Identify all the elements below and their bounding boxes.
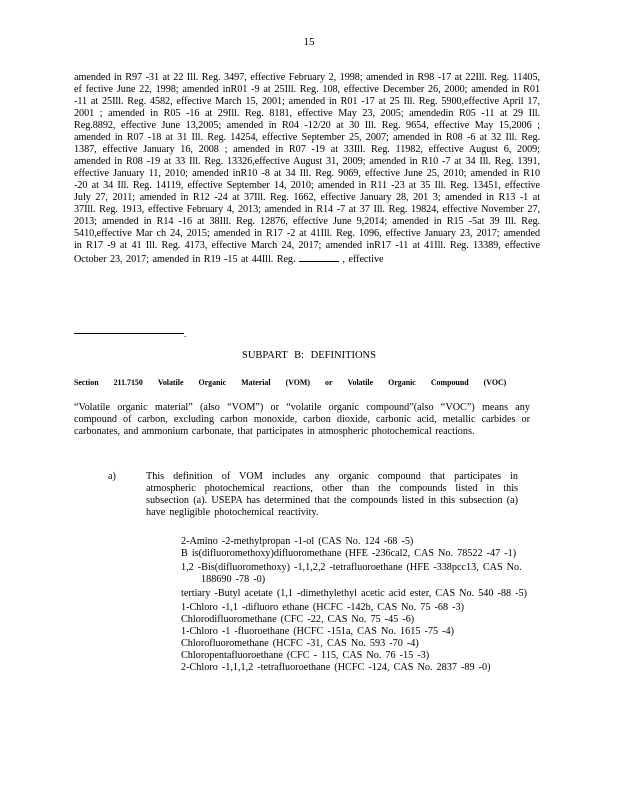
section-heading-word: Section (74, 377, 99, 387)
compound-entry: Chlorofluoromethane (HCFC -31, CAS No. 593 -70 -4) (181, 638, 419, 649)
definition-paragraph: “Volatile organic material” (also “VOM”) or “volatile organic compound”(also “VOC”) means any compound of carbon, excluding carbon monoxide, carbon dioxide, carbonic acid, metallic carbides or carbonates, and ammonium carbonate, that participates in atmospheric photochemical reactions. (74, 402, 530, 437)
section-heading-word: 211.7150 (113, 377, 143, 387)
section-heading-word: (VOC) (483, 377, 507, 387)
compound-entry: Chlorodifluoromethane (CFC -22, CAS No. 75 -45 -6) (181, 614, 415, 625)
section-heading-word: Organic (388, 377, 416, 387)
compound-entry: 2-Amino -2-methylpropan -1-ol (CAS No. 124 -68 -5) (181, 536, 414, 547)
compound-entry: 1-Chloro -1 -fluoroethane (HCFC -151a, CAS No. 1615 -75 -4) (181, 626, 454, 637)
subsection-label: a) (108, 471, 116, 482)
page-number: 15 (303, 36, 315, 48)
subpart-heading: SUBPART B: DEFINITIONS (242, 350, 376, 361)
compound-entry: 1,2 -Bis(difluoromethoxy) -1,1,2,2 -tetrafluoroethane (HFE -338pcc13, CAS No. 188690 -78 -0) (181, 562, 522, 585)
subsection-text: This definition of VOM includes any organic compound that participates in atmospheric photochemical reactions, other than the compounds listed in this subsection (a). USEPA has determined that the compounds listed in this subsection (a) have negligible photochemical reactivity. (146, 471, 518, 518)
blank-line-period: . (184, 329, 187, 339)
compound-entry: tertiary -Butyl acetate (1,1 -dimethylethyl acetic acid ester, CAS No. 540 -88 -5) (181, 588, 528, 599)
section-heading-word: Volatile (347, 377, 374, 387)
section-heading-word: Material (241, 377, 271, 387)
section-heading-word: Volatile (157, 377, 184, 387)
blank-register-page (299, 252, 339, 262)
section-heading-word: or (325, 377, 333, 387)
section-heading-word: Compound (430, 377, 469, 387)
blank-effective-date-line (74, 333, 184, 334)
section-heading-word: (VOM) (285, 377, 311, 387)
compound-entry: Chloropentafluoroethane (CFC - 115, CAS No. 76 -15 -3) (181, 650, 430, 661)
amendment-history (74, 72, 540, 266)
section-heading (74, 377, 506, 387)
section-heading-word: Organic (198, 377, 227, 387)
amendment-history-text: amended in R97 -31 at 22 Ill. Reg. 3497, effective February 2, 1998; amended in R98 -17 at 22Ill. Reg. 11405, ef fective June 22, 1998; amended inR01 -9 at 25Ill. Reg. 108, effective December 26, 2000; amended in R01 -11 at 25Ill. Reg. 4582, effective March 15, 2001; amended in R01 -17 at 25 Ill. Reg. 5900,effective April 17, 2001 ; amended in R05 -16 at 29Ill. Reg. 8181, effective May 23, 2005; amendedin R05 -11 at 29 Ill. Reg.8892, effective June 13,2005; amended in R04 -12/20 at 30 Ill. Reg. 9654, effective May 15,2006 ; amended in R07 -18 at 31 Ill. Reg. 14254, effective September 25, 2007; amended in R08 -6 at 32 Ill. Reg. 1387, effective January 16, 2008 ; amended in R07 -19 at 33Ill. Reg. 11982, effective August 6, 2009; amended in R08 -19 at 33 Ill. Reg. 13326,effective August 31, 2009; amended in R10 -7 at 34 Ill. Reg. 1391, effective January 11, 2010; amended inR10 -8 at 34 Ill. Reg. 9069, effective June 25, 2010; amended in R10 -20 at 34 Ill. Reg. 14119, effective September 14, 2010; amended in R11 -23 at 35 Ill. Reg. 13451, effective July 27, 2011; amended in R12 -24 at 37Ill. Reg. 1662, effective January 28, 201 3; amended in R13 -1 at 37Ill. Reg. 1913, effective February 4, 2013; amended in R14 -7 at 37 Ill. Reg. 19824, effective November 27, 2013; amended in R14 -16 at 38Ill. Reg. 12876, effective June 9,2014; amended in R15 -5at 39 Ill. Reg. 5410,effective Mar ch 24, 2015; amended in R17 -2 at 41Ill. Reg. 1096, effective January 23, 2017; amended in R17 -9 at 41 Ill. Reg. 4173, effective March 24, 2017; amended inR17 -11 at 41Ill. Reg. 13389, effective October 23, 2017; amended in R19 -15 at 44Ill. Reg. (74, 72, 540, 265)
amendment-history-end: , effective (342, 254, 384, 265)
compound-entry: 2-Chloro -1,1,1,2 -tetrafluoroethane (HCFC -124, CAS No. 2837 -89 -0) (181, 662, 491, 673)
compound-entry: B is(difluoromethoxy)difluoromethane (HFE -236cal2, CAS No. 78522 -47 -1) (181, 548, 517, 559)
exempt-compound-list (181, 536, 531, 674)
compound-entry: 1-Chloro -1,1 -difluoro ethane (HCFC -142b, CAS No. 75 -68 -3) (181, 602, 464, 613)
